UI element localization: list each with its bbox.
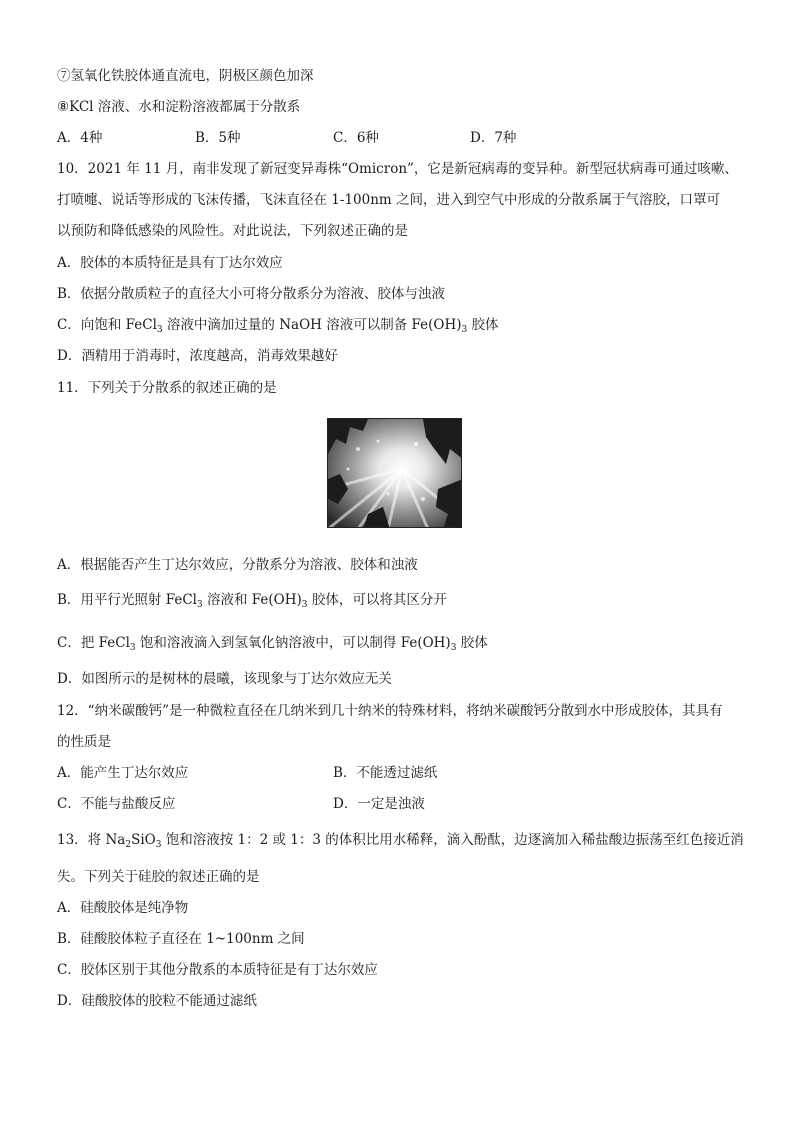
q12-option-a[interactable]: A．能产生丁达尔效应 [57,765,189,781]
q11-option-b[interactable] [57,591,447,609]
item-7: ⑦氢氧化铁胶体通直流电，阴极区颜色加深 [57,68,314,84]
q11-b-text-2: 溶液和 Fe(OH) [202,592,302,608]
q12-option-b[interactable]: B．不能透过滤纸 [333,765,438,781]
q13-text-3: 饱和溶液按 1：2 或 1：3 的体积比用水稀释，滴入酚酞，边逐滴加入稀盐酸边振荡至红色接近消 [161,832,744,848]
q10-stem-line-1: 10．2021 年 11 月，南非发现了新冠变异毒株“Omicron”，它是新冠病毒的变异种。新型冠状病毒可通过咳嗽、 [57,161,738,177]
q10-c-text-2: 溶液中滴加过量的 NaOH 溶液可以制备 Fe(OH) [162,317,462,333]
q9-option-b[interactable]: B．5种 [195,130,241,146]
q11-stem: 11．下列关于分散系的叙述正确的是 [57,380,277,396]
q11-option-c[interactable] [57,634,488,652]
q11-option-d[interactable]: D．如图所示的是树林的晨曦，该现象与丁达尔效应无关 [57,671,392,687]
q13-text-1: 13．将 Na [57,832,126,848]
q11-c-text-2: 饱和溶液滴入到氢氧化钠溶液中，可以制得 Fe(OH) [135,635,451,651]
q13-option-a[interactable]: A．硅酸胶体是纯净物 [57,900,189,916]
q9-option-a[interactable]: A．4种 [57,130,103,146]
q13-sub-1: 2 [125,840,132,850]
forest-morning-light-image [327,418,462,528]
q10-c-sub-1: 3 [156,325,163,335]
q10-option-c[interactable] [57,316,499,334]
q10-option-a[interactable]: A．胶体的本质特征是具有丁达尔效应 [57,255,283,271]
q12-option-c[interactable]: C．不能与盐酸反应 [57,796,176,812]
q11-b-text-3: 胶体，可以将其区分开 [307,592,447,608]
q11-b-sub-1: 3 [196,600,203,610]
q10-stem-line-3: 以预防和降低感染的风险性。对此说法，下列叙述正确的是 [57,223,408,239]
q12-option-d[interactable]: D．一定是浊液 [333,796,425,812]
q13-text-2: SiO [131,832,156,848]
q12-stem-line-2: 的性质是 [57,734,111,750]
q11-c-sub-1: 3 [129,643,136,653]
q11-c-sub-2: 3 [450,643,457,653]
q10-c-sub-2: 3 [461,325,468,335]
q13-stem-line-1 [57,831,744,849]
q11-c-text-1: C．把 FeCl [57,635,130,651]
q9-option-d[interactable]: D．7种 [470,130,517,146]
item-8: ⑧KCl 溶液、水和淀粉溶液都属于分散系 [57,99,301,115]
q10-option-b[interactable]: B．依据分散质粒子的直径大小可将分散系分为溶液、胶体与浊液 [57,286,445,302]
q10-c-text-3: 胶体 [467,317,499,333]
q10-stem-line-2: 打喷嚏、说话等形成的飞沫传播，飞沫直径在 1-100nm 之间，进入到空气中形成的分散系属于气溶胶，口罩可 [57,192,720,208]
q13-stem-line-2: 失。下列关于硅胶的叙述正确的是 [57,869,260,885]
q11-option-a[interactable]: A．根据能否产生丁达尔效应，分散系分为溶液、胶体和浊液 [57,557,418,573]
q11-c-text-3: 胶体 [456,635,488,651]
q11-b-sub-2: 3 [301,600,308,610]
q13-option-b[interactable]: B．硅酸胶体粒子直径在 1~100nm 之间 [57,931,305,947]
q9-option-c[interactable]: C．6种 [333,130,379,146]
q13-sub-2: 3 [155,840,162,850]
q13-option-c[interactable]: C．胶体区别于其他分散系的本质特征是有丁达尔效应 [57,962,378,978]
q10-option-d[interactable]: D．酒精用于消毒时，浓度越高，消毒效果越好 [57,348,338,364]
q10-c-text-1: C．向饱和 FeCl [57,317,157,333]
q13-option-d[interactable]: D．硅酸胶体的胶粒不能通过滤纸 [57,993,257,1009]
q12-stem-line-1: 12．“纳米碳酸钙”是一种微粒直径在几纳米到几十纳米的特殊材料，将纳米碳酸钙分散到水中形成胶体，其具有 [57,703,723,719]
q11-b-text-1: B．用平行光照射 FeCl [57,592,197,608]
